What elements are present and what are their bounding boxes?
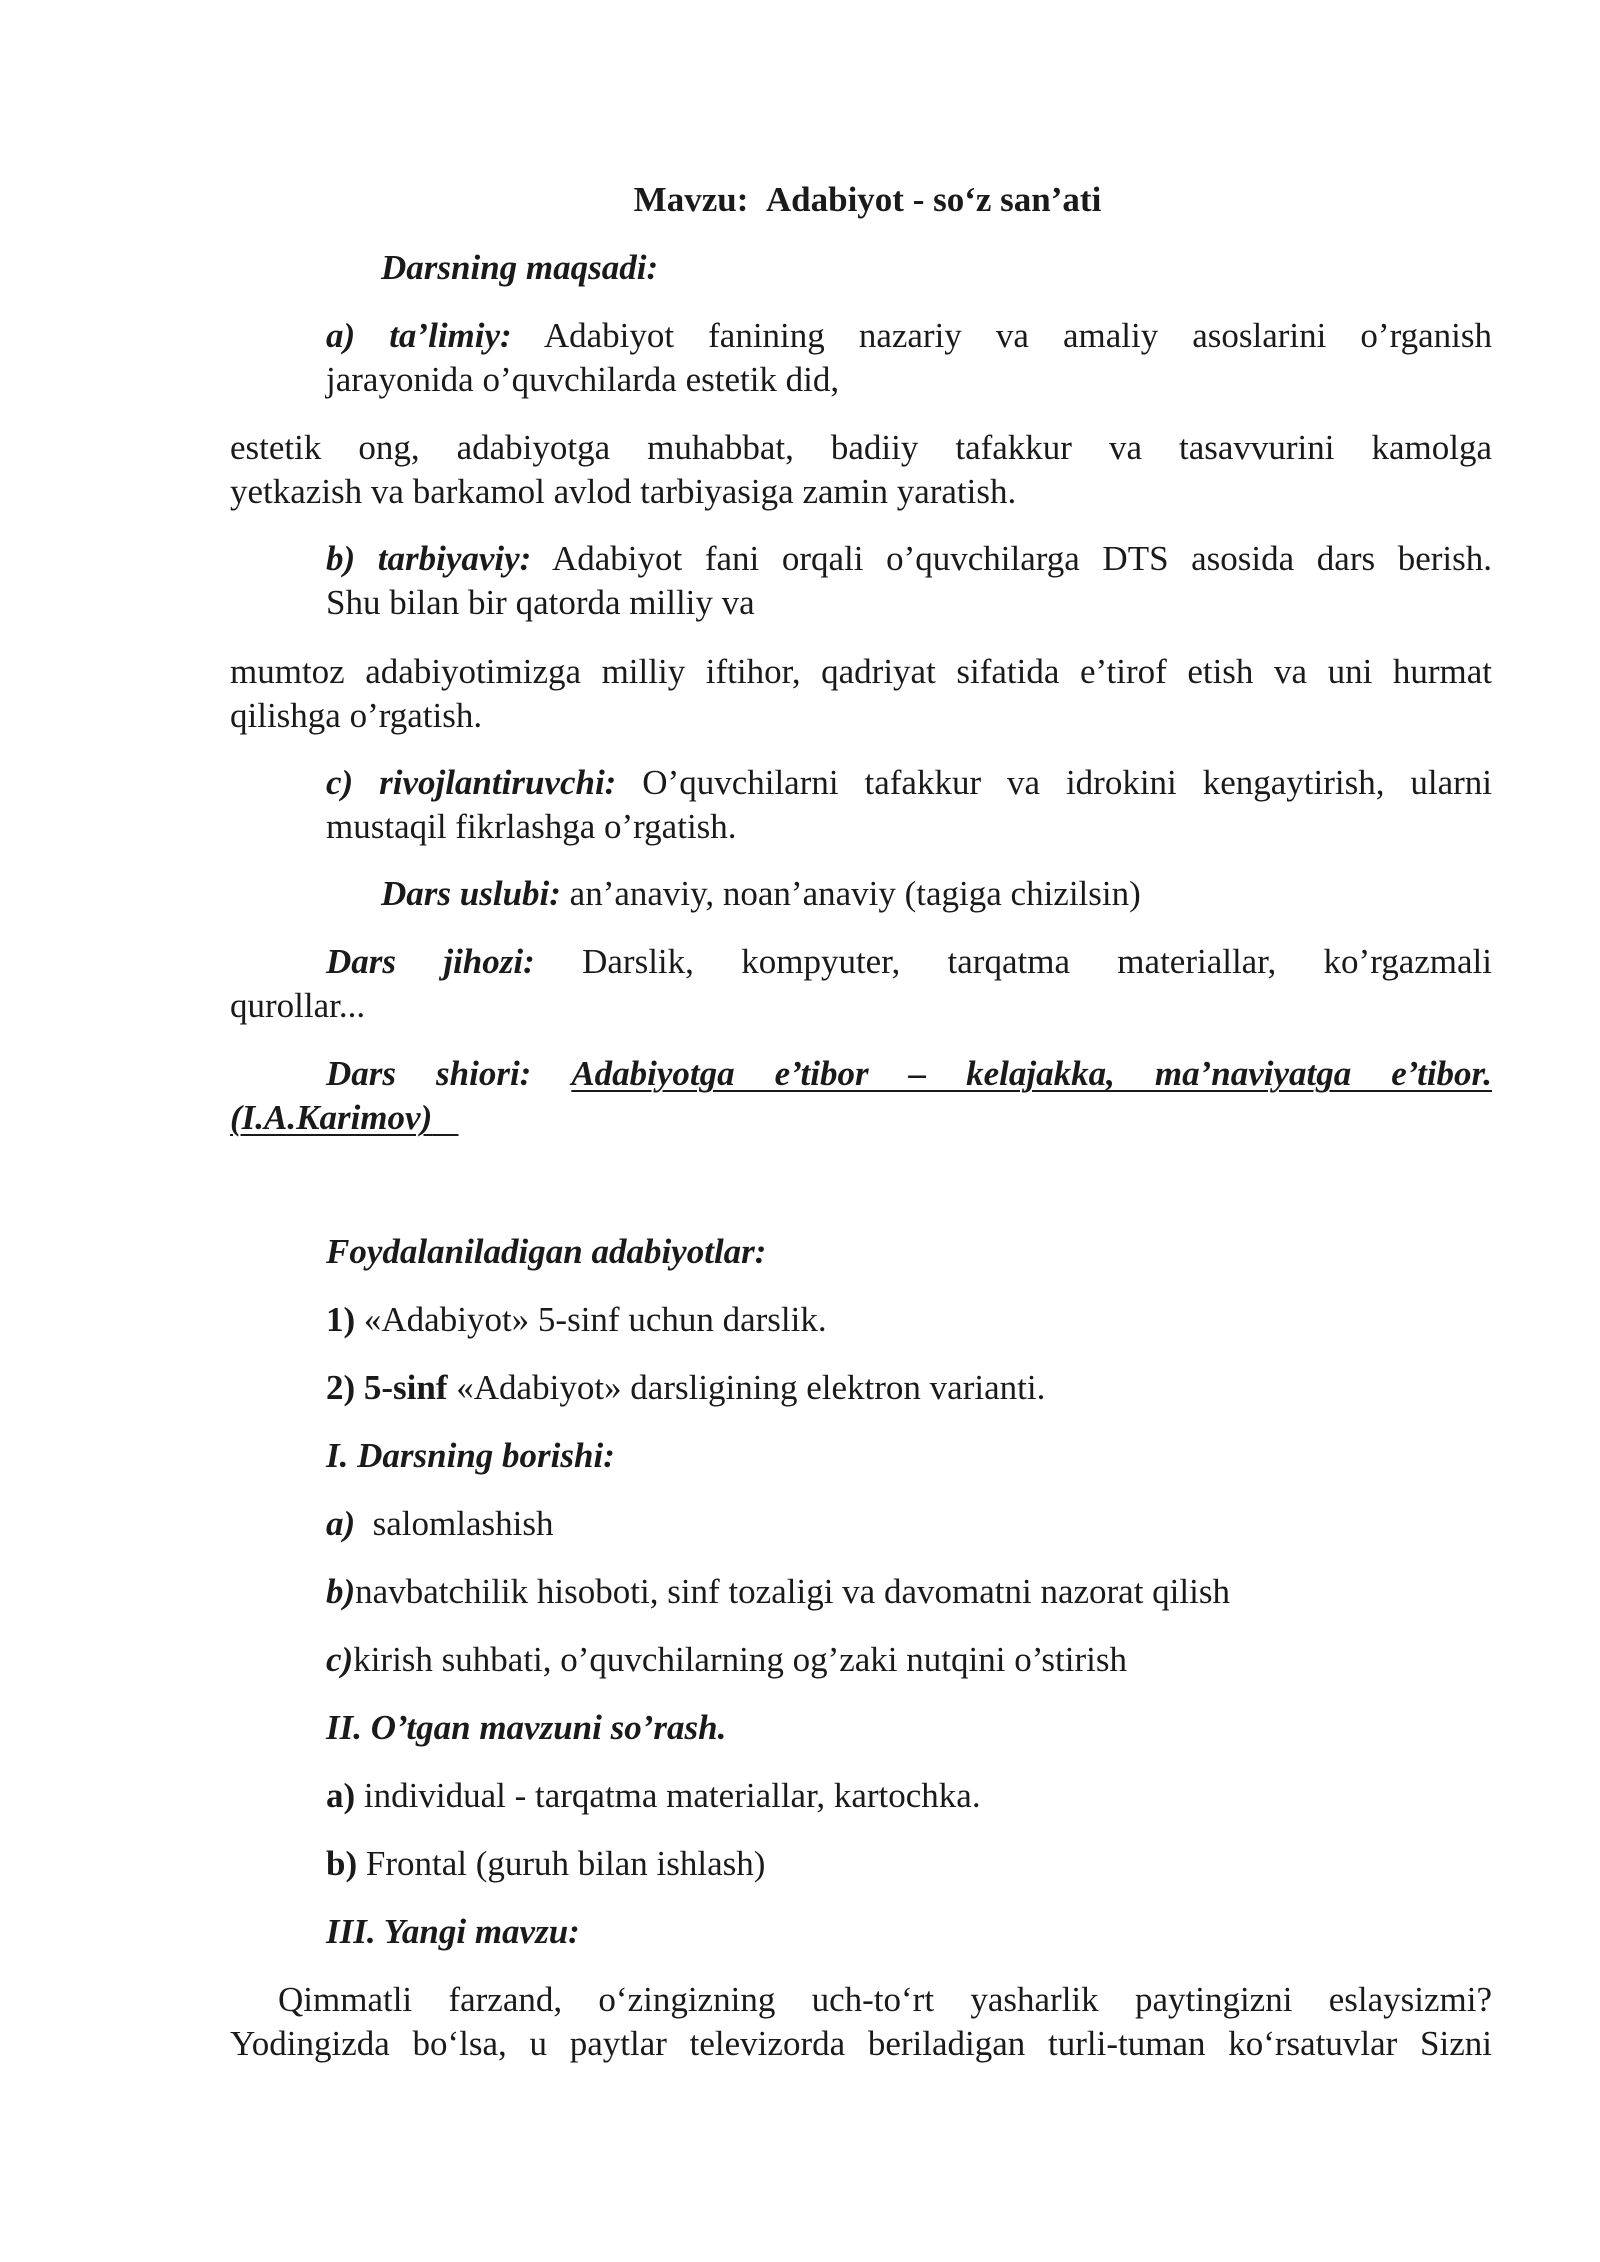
goal-b-text1: Adabiyot fani orqali o’quvchilarga DTS asosida dars berish. [551, 539, 1492, 578]
borishi-item-b [326, 1570, 1230, 1614]
sorash-item-b [326, 1842, 765, 1886]
sorash-item-a-text: individual - tarqatma materiallar, kartochka. [363, 1776, 981, 1815]
maqsad-heading: Darsning maqsadi: [381, 248, 659, 287]
goal-a-cont2: yetkazish va barkamol avlod tarbiyasiga zamin yaratish. [230, 472, 1017, 511]
goal-a-line1 [326, 314, 1492, 358]
adabiyot-item-2-text: «Adabiyot» darsligining elektron varianti. [456, 1368, 1046, 1407]
goal-a-label: a) ta’limiy: [326, 316, 512, 355]
goal-a-line2: jarayonida o’quvchilarda estetik did, [326, 360, 840, 399]
borishi-item-c-text: kirish suhbati, o’quvchilarning og’zaki nutqini o’stirish [353, 1640, 1127, 1679]
goal-c-line2: mustaqil fikrlashga o’rgatish. [326, 807, 737, 846]
yangi-para-line2: Yodingizda bo‘lsa, u paytlar televizorda beriladigan turli-tuman ko‘rsatuvlar Sizni [230, 2024, 1492, 2063]
title-label: Mavzu: [633, 180, 749, 219]
borishi-item-c-num: c) [326, 1640, 354, 1679]
goal-b-line2: Shu bilan bir qatorda milliy va [326, 583, 755, 622]
yangi-heading: III. Yangi mavzu: [326, 1912, 580, 1951]
sorash-item-a-num: a) [326, 1776, 356, 1815]
shior-line1 [326, 1052, 1492, 1096]
goal-c-label: c) rivojlantiruvchi: [326, 763, 617, 802]
sorash-heading: II. O’tgan mavzuni so’rash. [326, 1708, 727, 1747]
jihoz-line1 [326, 940, 1492, 984]
borishi-item-a-text: salomlashish [372, 1504, 554, 1543]
adabiyot-item-1-num: 1) [326, 1300, 356, 1339]
adabiyot-item-1-text: «Adabiyot» 5-sinf uchun darslik. [363, 1300, 827, 1339]
goal-c-text1: O’quvchilarni tafakkur va idrokini kengaytirish, ularni [642, 763, 1493, 802]
goal-b-line1 [326, 537, 1492, 581]
title-text: Adabiyot - so‘z san’ati [765, 180, 1102, 219]
jihoz-label: Dars jihozi: [326, 942, 535, 981]
sorash-item-b-text: Frontal (guruh bilan ishlash) [365, 1844, 766, 1883]
jihoz-text1: Darslik, kompyuter, tarqatma materiallar, ko’rgazmali [582, 942, 1493, 981]
sorash-item-b-num: b) [326, 1844, 358, 1883]
goal-c-line1 [326, 761, 1492, 805]
goal-b-cont1: mumtoz adabiyotimizga milliy iftihor, qadriyat sifatida e’tirof etish va uni hurmat [230, 652, 1492, 691]
uslub-line [381, 872, 1141, 916]
uslub-text: an’anaviy, noan’anaviy (tagiga chizilsin) [569, 874, 1141, 913]
borishi-item-b-text: navbatchilik hisoboti, sinf tozaligi va davomatni nazorat qilish [355, 1572, 1230, 1611]
adabiyot-item-2 [326, 1366, 1045, 1410]
shior-text1: Adabiyotga e’tibor – kelajakka, ma’naviyatga e’tibor. [571, 1054, 1492, 1093]
goal-a-text1: Adabiyot fanining nazariy va amaliy asoslarini o’rganish [543, 316, 1492, 355]
adabiyot-item-1 [326, 1298, 827, 1342]
shior-label: Dars shiori: [326, 1054, 532, 1093]
goal-b-label: b) tarbiyaviy: [326, 539, 532, 578]
adabiyotlar-heading: Foydalaniladigan adabiyotlar: [326, 1232, 767, 1271]
sorash-item-a [326, 1774, 981, 1818]
borishi-item-b-num: b) [326, 1572, 356, 1611]
shior-author: (I.A.Karimov) [230, 1098, 433, 1137]
borishi-item-c [326, 1638, 1127, 1682]
borishi-heading: I. Darsning borishi: [326, 1436, 615, 1475]
jihoz-line2: qurollar... [230, 986, 366, 1025]
goal-a-cont1: estetik ong, adabiyotga muhabbat, badiiy tafakkur va tasavvurini kamolga [230, 428, 1492, 467]
borishi-item-a-num: a) [326, 1504, 356, 1543]
uslub-label: Dars uslubi: [381, 874, 561, 913]
page-title [0, 178, 1600, 222]
borishi-item-a [326, 1502, 553, 1546]
yangi-para-line1: Qimmatli farzand, o‘zingizning uch-to‘rt yasharlik paytingizni eslaysizmi? [278, 1980, 1492, 2019]
shior-line2 [230, 1096, 458, 1140]
adabiyot-item-2-num: 2) 5-sinf [326, 1368, 448, 1407]
goal-b-cont2: qilishga o’rgatish. [230, 696, 483, 735]
